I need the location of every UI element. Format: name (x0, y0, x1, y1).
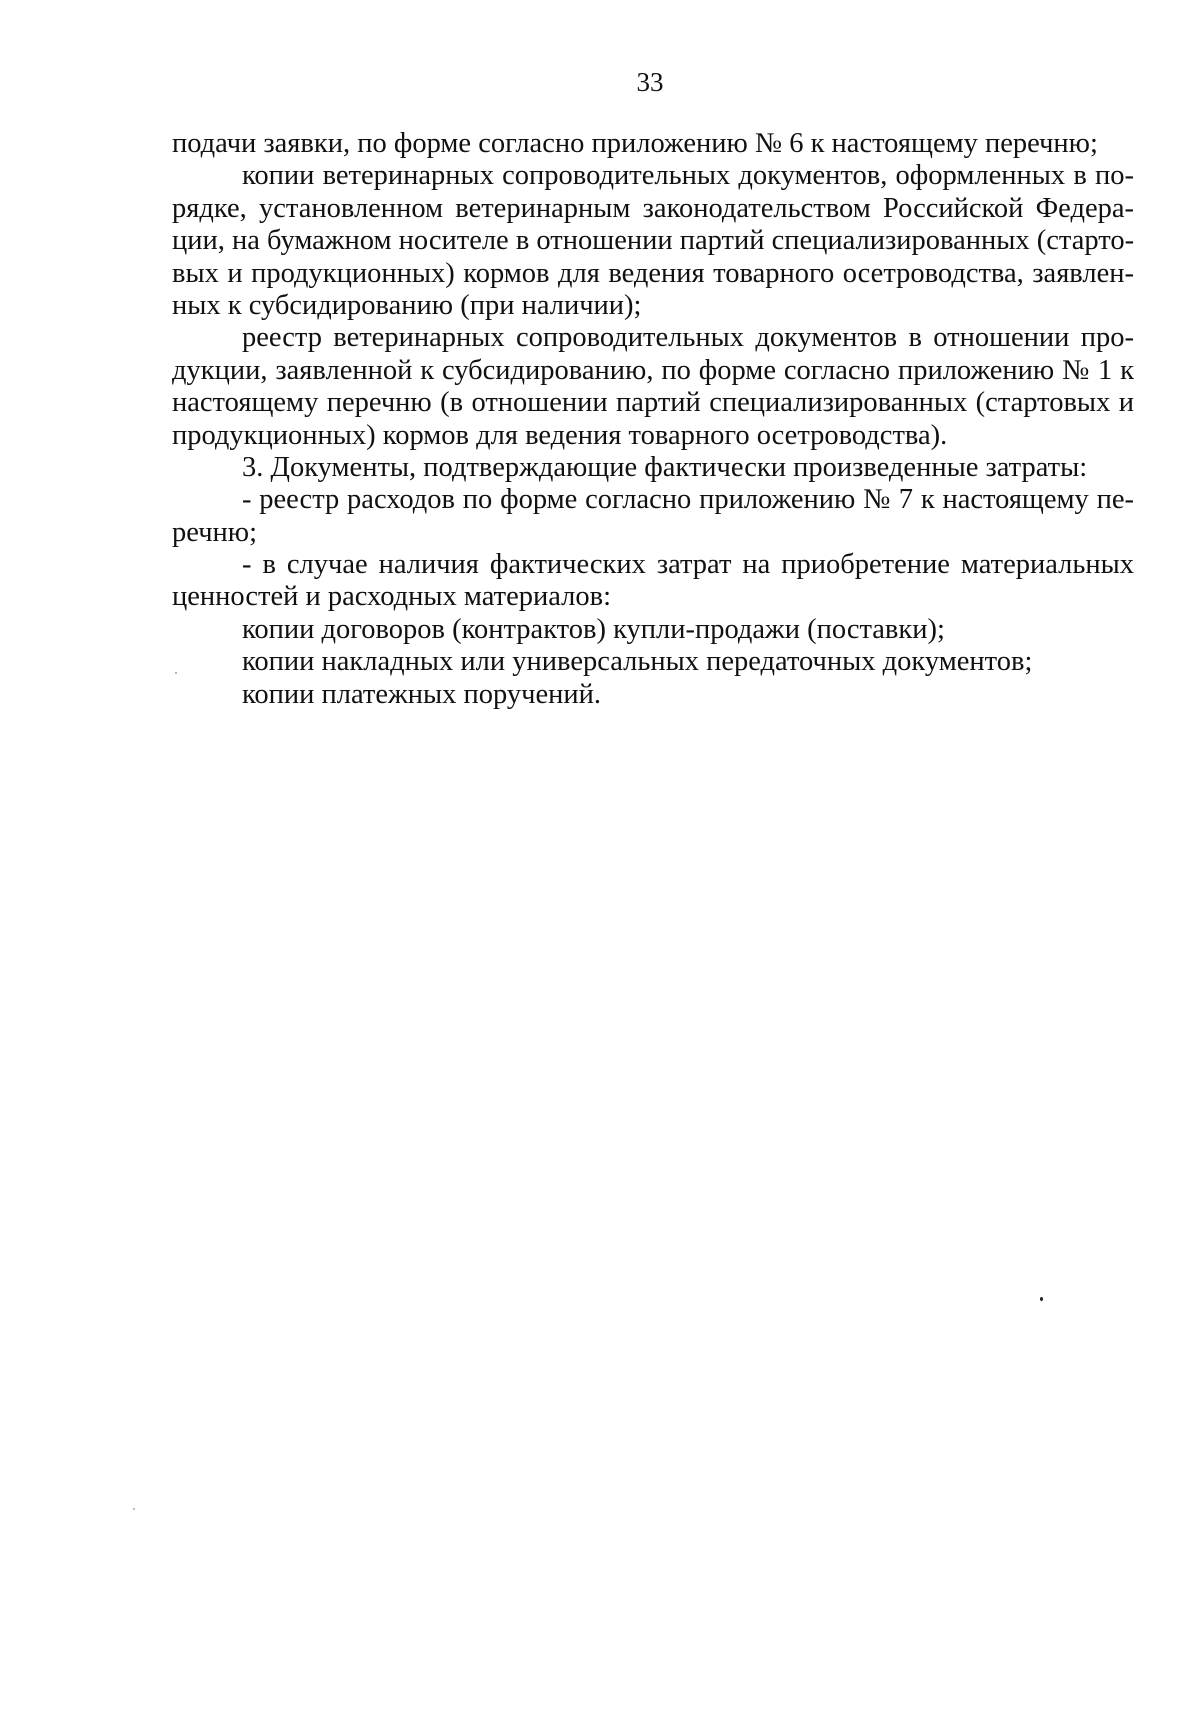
scan-speck (175, 672, 177, 674)
scan-speck (133, 1508, 135, 1510)
text-line: ции, на бумажном носителе в отношении партий специализированных (старто- (172, 225, 1135, 257)
text-line: рядке, установленном ветеринарным законодательством Российской Федера- (172, 192, 1134, 224)
text-line: продукционных) кормов для ведения товарного осетроводства). (172, 419, 948, 451)
text-line: настоящему перечню (в отношении партий специализированных (стартовых и (172, 387, 1134, 419)
text-line: реестр ветеринарных сопроводительных документов в отношении про- (242, 322, 1134, 354)
text-line: копии накладных или универсальных передаточных документов; (242, 646, 1033, 678)
text-line: 3. Документы, подтверждающие фактически произведенные затраты: (242, 451, 1088, 483)
text-line: ценностей и расходных материалов: (172, 581, 612, 613)
text-line: копии ветеринарных сопроводительных документов, оформленных в по- (242, 160, 1134, 192)
text-line: - в случае наличия фактических затрат на приобретение материальных (242, 549, 1134, 581)
text-line: копии платежных поручений. (242, 678, 601, 710)
document-body (172, 128, 1134, 711)
text-line: дукции, заявленной к субсидированию, по форме согласно приложению № 1 к (172, 354, 1134, 386)
text-line: ных к субсидированию (при наличии); (172, 289, 642, 321)
text-line: вых и продукционных) кормов для ведения товарного осетроводства, заявлен- (172, 257, 1134, 289)
scan-speck (1040, 1297, 1043, 1301)
text-line: копии договоров (контрактов) купли-продажи (поставки); (242, 613, 945, 645)
text-line: подачи заявки, по форме согласно приложению № 6 к настоящему перечню; (172, 128, 1098, 159)
text-line: - реестр расходов по форме согласно приложению № 7 к настоящему пе- (242, 484, 1134, 516)
text-line: речню; (172, 516, 257, 548)
page-number: 33 (636, 67, 664, 97)
